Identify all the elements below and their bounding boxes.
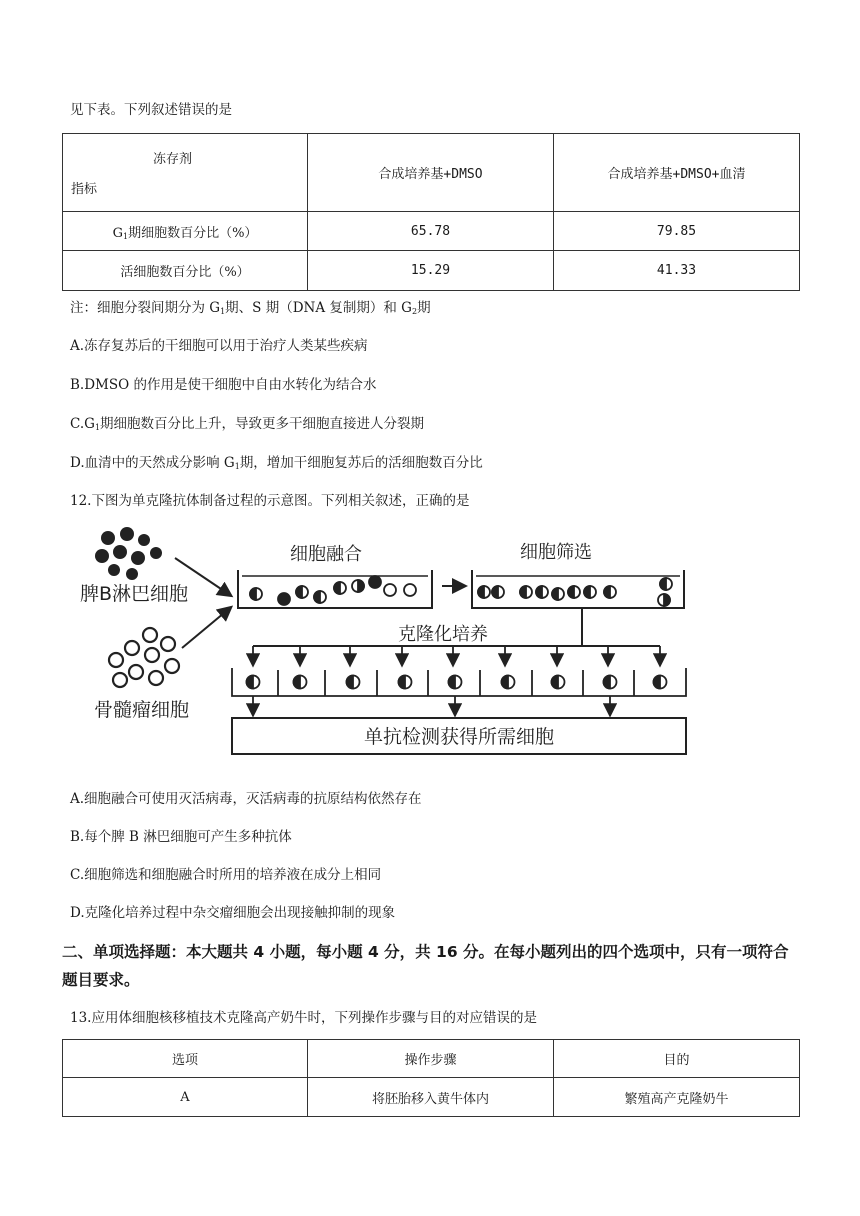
table-freeze-agent [62,133,800,291]
corner-top-label: 冻存剂 [153,152,193,167]
q11-option-c: $C.G_1$期细胞数百分比上升，导致更多干细胞直接进人分裂期 [70,416,425,432]
row-label-live: 活细胞数百分比（%） [63,251,308,291]
q12-option-d: D.克隆化培养过程中杂交瘤细胞会出现接触抑制的现象 [70,905,396,921]
spleen-b-cells-icon [95,527,162,580]
table-corner-cell [63,134,308,212]
cell-g1-value-1: 65.78 [308,212,554,251]
q13-header-option: 选项 [63,1040,308,1078]
myeloma-cells-icon [109,628,179,687]
fusion-dish [238,570,432,608]
corner-bottom-label: 指标 [71,182,98,197]
q13-row-a-purpose: 繁殖高产克隆奶牛 [554,1078,800,1117]
myeloma-label: 骨髓瘤细胞 [94,699,190,721]
q12-option-b: B.每个脾 B 淋巴细胞可产生多种抗体 [70,829,292,845]
clone-wells [232,646,686,714]
intro-line: 见下表。下列叙述错误的是 [70,102,232,118]
column-header-1: 合成培养基+DMSO [308,134,554,212]
section-heading: 二、单项选择题：本大题共 4 小题，每小题 4 分，共 16 分。在每小题列出的四个选项中，只有一项符合题目要求。 [62,943,789,989]
table-q13 [62,1039,800,1117]
cell-live-value-1: 15.29 [308,251,554,291]
fusion-label: 细胞融合 [290,544,362,565]
column-header-2: 合成培养基+DMSO+血清 [554,134,800,212]
q13-row-a-option: A [63,1078,308,1117]
q12-option-a: A.细胞融合可使用灭活病毒，灭活病毒的抗原结构依然存在 [70,791,422,807]
q13-header-purpose: 目的 [554,1040,800,1078]
screen-label: 细胞筛选 [520,542,592,563]
q13-row-a-step: 将胚胎移入黄牛体内 [308,1078,554,1117]
spleen-label: 脾B淋巴细胞 [80,583,189,605]
q12-option-c: C.细胞筛选和细胞融合时所用的培养液在成分上相同 [70,867,382,883]
q13-stem: 13.应用体细胞核移植技术克隆高产奶牛时，下列操作步骤与目的对应错误的是 [70,1010,537,1026]
monoclonal-antibody-diagram [80,520,700,770]
clone-label: 克隆化培养 [398,624,488,645]
q12-stem: 12.下图为单克隆抗体制备过程的示意图。下列相关叙述，正确的是 [70,493,470,509]
q11-option-a: A.冻存复苏后的干细胞可以用于治疗人类某些疾病 [70,338,368,354]
q11-option-d: D.血清中的天然成分影响 $G_1$期，增加干细胞复苏后的活细胞数百分比 [70,455,483,471]
cell-live-value-2: 41.33 [554,251,800,291]
q11-option-b: B.DMSO 的作用是使干细胞中自由水转化为结合水 [70,377,377,393]
q13-header-step: 操作步骤 [308,1040,554,1078]
table-note: 注：细胞分裂间期分为 $G_1$期、S 期（DNA 复制期）和 $G_2$期 [70,300,431,316]
detection-label: 单抗检测获得所需细胞 [363,726,555,748]
row-label-g1: $G_1$期细胞数百分比（%） [63,212,308,251]
screening-dish [472,570,684,608]
cell-g1-value-2: 79.85 [554,212,800,251]
